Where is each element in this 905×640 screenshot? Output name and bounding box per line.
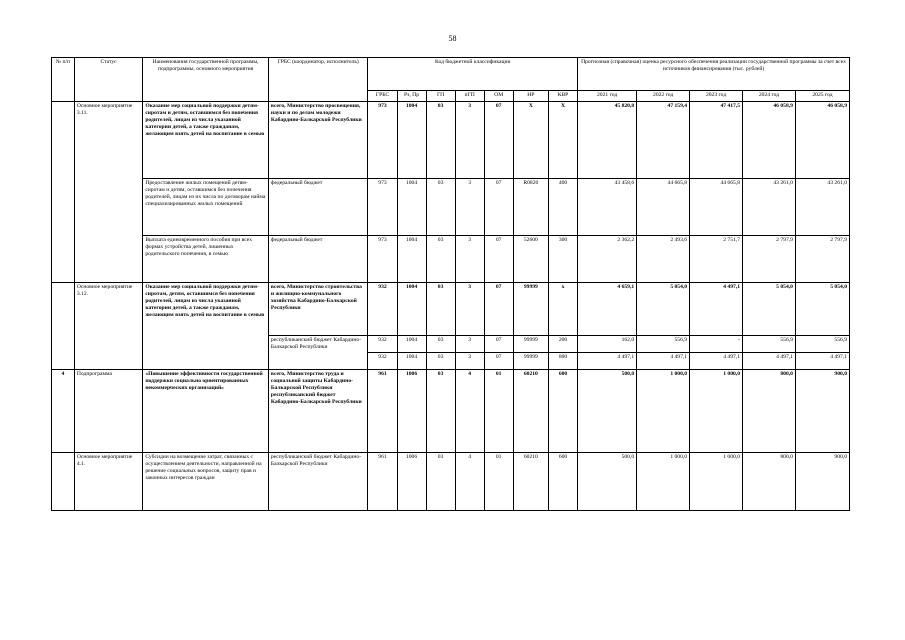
cell-status: Подпрограмма <box>74 370 142 453</box>
cell-year: 800,0 <box>743 370 796 453</box>
cell-code: X <box>513 102 548 179</box>
cell-status: Основное мероприятие 3.11. <box>74 102 142 283</box>
cell-grbs: федеральный бюджет <box>268 179 368 236</box>
cell-year: 47 159,4 <box>637 102 690 179</box>
header-code-kvr: КВР <box>548 91 577 102</box>
cell-num <box>52 283 75 370</box>
cell-code: 932 <box>368 353 397 370</box>
cell-code: 07 <box>484 236 513 283</box>
cell-year: 45 820,8 <box>578 102 637 179</box>
cell-code: 3 <box>455 236 484 283</box>
cell-name: Субсидии на возмещение затрат, связанных с осуществлением деятельности, направленной на решение социальных вопросов, защиту прав и законных интересов граждан <box>143 453 269 511</box>
cell-year: 500,0 <box>578 370 637 453</box>
cell-code: 800 <box>548 353 577 370</box>
cell-code: 01 <box>484 453 513 511</box>
cell-year: 5 054,0 <box>743 283 796 336</box>
cell-code: R0820 <box>513 179 548 236</box>
cell-code: 400 <box>548 179 577 236</box>
cell-name: Выплата единовременного пособия при всех формах устройства детей, лишенных родительского попечения, в семью <box>143 236 269 283</box>
cell-code: 600 <box>548 453 577 511</box>
cell-year: 44 665,8 <box>637 179 690 236</box>
page-number: 58 <box>448 34 457 43</box>
cell-year: 2 493,6 <box>637 236 690 283</box>
cell-code: 07 <box>484 283 513 336</box>
cell-code: 1006 <box>397 453 426 511</box>
cell-code: 973 <box>368 236 397 283</box>
cell-code: 973 <box>368 102 397 179</box>
cell-code: x <box>548 283 577 336</box>
header-year-2022: 2022 год <box>637 91 690 102</box>
cell-code: 60210 <box>513 453 548 511</box>
cell-grbs: федеральный бюджет <box>268 236 368 283</box>
cell-year: 2 751,7 <box>690 236 743 283</box>
cell-code: 3 <box>455 336 484 353</box>
cell-year: - <box>690 336 743 353</box>
cell-code: 07 <box>484 179 513 236</box>
header-code-gp: ГП <box>426 91 455 102</box>
cell-code: 4 <box>455 370 484 453</box>
cell-year: 556,9 <box>743 336 796 353</box>
header-code-om: ОМ <box>484 91 513 102</box>
cell-status: Основное мероприятие 4.1. <box>74 453 142 511</box>
cell-year: 5 054,0 <box>637 283 690 336</box>
cell-code: 3 <box>455 353 484 370</box>
cell-year: 1 000,0 <box>637 370 690 453</box>
header-grbs: ГРБС (координатор, исполнитель) <box>268 58 368 102</box>
cell-year: 4 497,1 <box>578 353 637 370</box>
cell-year: 556,9 <box>637 336 690 353</box>
header-year-2024: 2024 год <box>743 91 796 102</box>
table-row <box>52 102 850 179</box>
cell-year: 46 058,9 <box>795 102 849 179</box>
cell-year: 500,0 <box>578 453 637 511</box>
cell-code: 03 <box>426 236 455 283</box>
cell-name: Оказание мер социальной поддержки детям-сиротам и детям, оставшимся без попечения родителей, лицам из числа указанной категории детей, а также гражданам, желающим взять детей на воспитание в семью <box>143 102 269 179</box>
cell-num <box>52 453 75 511</box>
cell-year: 2 362,2 <box>578 236 637 283</box>
cell-code: 1004 <box>397 102 426 179</box>
header-year-2021: 2021 год <box>578 91 637 102</box>
table-row <box>52 453 850 511</box>
cell-code: 03 <box>426 453 455 511</box>
cell-year: 900,0 <box>795 453 849 511</box>
cell-code: 03 <box>426 336 455 353</box>
cell-code: 01 <box>484 370 513 453</box>
cell-status: Основное мероприятие 3.12. <box>74 283 142 370</box>
cell-code: 99999 <box>513 336 548 353</box>
cell-code: 932 <box>368 336 397 353</box>
cell-year: 43 261,0 <box>743 179 796 236</box>
header-status: Статус <box>74 58 142 102</box>
cell-code: 07 <box>484 336 513 353</box>
table-row <box>52 236 850 283</box>
header-forecast: Прогнозная (справочная) оценка ресурсного обеспечения реализации государственной программы за счет всех источников финансирования (тыс. рублей) <box>578 58 850 91</box>
header-code-grbs: ГРБС <box>368 91 397 102</box>
cell-code: 52600 <box>513 236 548 283</box>
table-header-row <box>52 58 850 91</box>
cell-year: 46 058,9 <box>743 102 796 179</box>
header-year-2023: 2023 год <box>690 91 743 102</box>
cell-code: 961 <box>368 453 397 511</box>
cell-code: 600 <box>548 370 577 453</box>
cell-num: 4 <box>52 370 75 453</box>
cell-code: 1004 <box>397 283 426 336</box>
cell-code: 07 <box>484 102 513 179</box>
table-row <box>52 370 850 453</box>
cell-year: 43 458,6 <box>578 179 637 236</box>
cell-name: Предоставление жилых помещений детям-сиротам и детям, оставшимся без попечения родителей, лицам из их числа по договорам найма специализированных жилых помещений <box>143 179 269 236</box>
cell-code: X <box>548 102 577 179</box>
cell-year: 162,0 <box>578 336 637 353</box>
table-row <box>52 283 850 336</box>
cell-code: 3 <box>455 102 484 179</box>
cell-code: 03 <box>426 102 455 179</box>
cell-year: 47 417,5 <box>690 102 743 179</box>
table-row <box>52 179 850 236</box>
header-code-pgp: пГП <box>455 91 484 102</box>
header-name: Наименования государственной программы, подпрограммы, основного мероприятия <box>143 58 269 102</box>
cell-grbs: всего, Министерство строительства и жилищно-коммунального хозяйства Кабардино-Балкарской Республики <box>268 283 368 336</box>
cell-code: 200 <box>548 336 577 353</box>
cell-year: 2 797,9 <box>743 236 796 283</box>
cell-code: 03 <box>426 370 455 453</box>
cell-year: 4 497,1 <box>690 283 743 336</box>
cell-code: 3 <box>455 283 484 336</box>
cell-code: 03 <box>426 283 455 336</box>
cell-code: 07 <box>484 353 513 370</box>
cell-code: 1004 <box>397 179 426 236</box>
cell-code: 03 <box>426 353 455 370</box>
header-year-2025: 2025 год <box>795 91 849 102</box>
cell-grbs: республиканский бюджет Кабардино-Балкарской Республики <box>268 336 368 370</box>
cell-year: 44 665,8 <box>690 179 743 236</box>
cell-code: 1004 <box>397 353 426 370</box>
cell-code: 1004 <box>397 336 426 353</box>
cell-code: 932 <box>368 283 397 336</box>
cell-year: 1 000,0 <box>690 370 743 453</box>
cell-grbs: республиканский бюджет Кабардино-Балкарской Республики <box>268 453 368 511</box>
header-num: № п/п <box>52 58 75 102</box>
cell-year: 4 497,1 <box>795 353 849 370</box>
header-code-nr: НР <box>513 91 548 102</box>
cell-year: 4 659,1 <box>578 283 637 336</box>
cell-code: 99999 <box>513 353 548 370</box>
cell-grbs: всего, Министерство просвещения, науки и по делам молодежи Кабардино-Балкарской Республики <box>268 102 368 179</box>
cell-year: 43 261,0 <box>795 179 849 236</box>
cell-code: 300 <box>548 236 577 283</box>
cell-year: 5 054,0 <box>795 283 849 336</box>
cell-year: 4 497,1 <box>743 353 796 370</box>
header-code-group: Код бюджетной классификации <box>368 58 578 91</box>
cell-code: 99999 <box>513 283 548 336</box>
cell-year: 1 000,0 <box>690 453 743 511</box>
cell-year: 800,0 <box>743 453 796 511</box>
header-code-rzpr: Рз, Пр <box>397 91 426 102</box>
cell-year: 4 497,1 <box>690 353 743 370</box>
cell-grbs: всего, Министерство труда и социальной защиты Кабардино-Балкарской Республики республиканский бюджет Кабардино-Балкарской Республики <box>268 370 368 453</box>
cell-code: 1004 <box>397 236 426 283</box>
cell-year: 4 497,1 <box>637 353 690 370</box>
cell-code: 961 <box>368 370 397 453</box>
cell-code: 1006 <box>397 370 426 453</box>
cell-year: 2 797,9 <box>795 236 849 283</box>
cell-code: 3 <box>455 179 484 236</box>
resource-table <box>51 57 850 511</box>
cell-code: 03 <box>426 179 455 236</box>
cell-year: 556,9 <box>795 336 849 353</box>
cell-code: 973 <box>368 179 397 236</box>
cell-year: 1 000,0 <box>637 453 690 511</box>
cell-code: 4 <box>455 453 484 511</box>
cell-num <box>52 102 75 283</box>
cell-code: 60210 <box>513 370 548 453</box>
cell-name: Оказание мер социальной поддержки детям-сиротам, детям, оставшимся без попечения родителей, лицам из числа указанной категории детей, а также гражданам, желающим взять детей на воспитание в семью <box>143 283 269 370</box>
cell-name: «Повышение эффективности государственной поддержки социально ориентированных некоммерческих организаций» <box>143 370 269 453</box>
cell-year: 900,0 <box>795 370 849 453</box>
